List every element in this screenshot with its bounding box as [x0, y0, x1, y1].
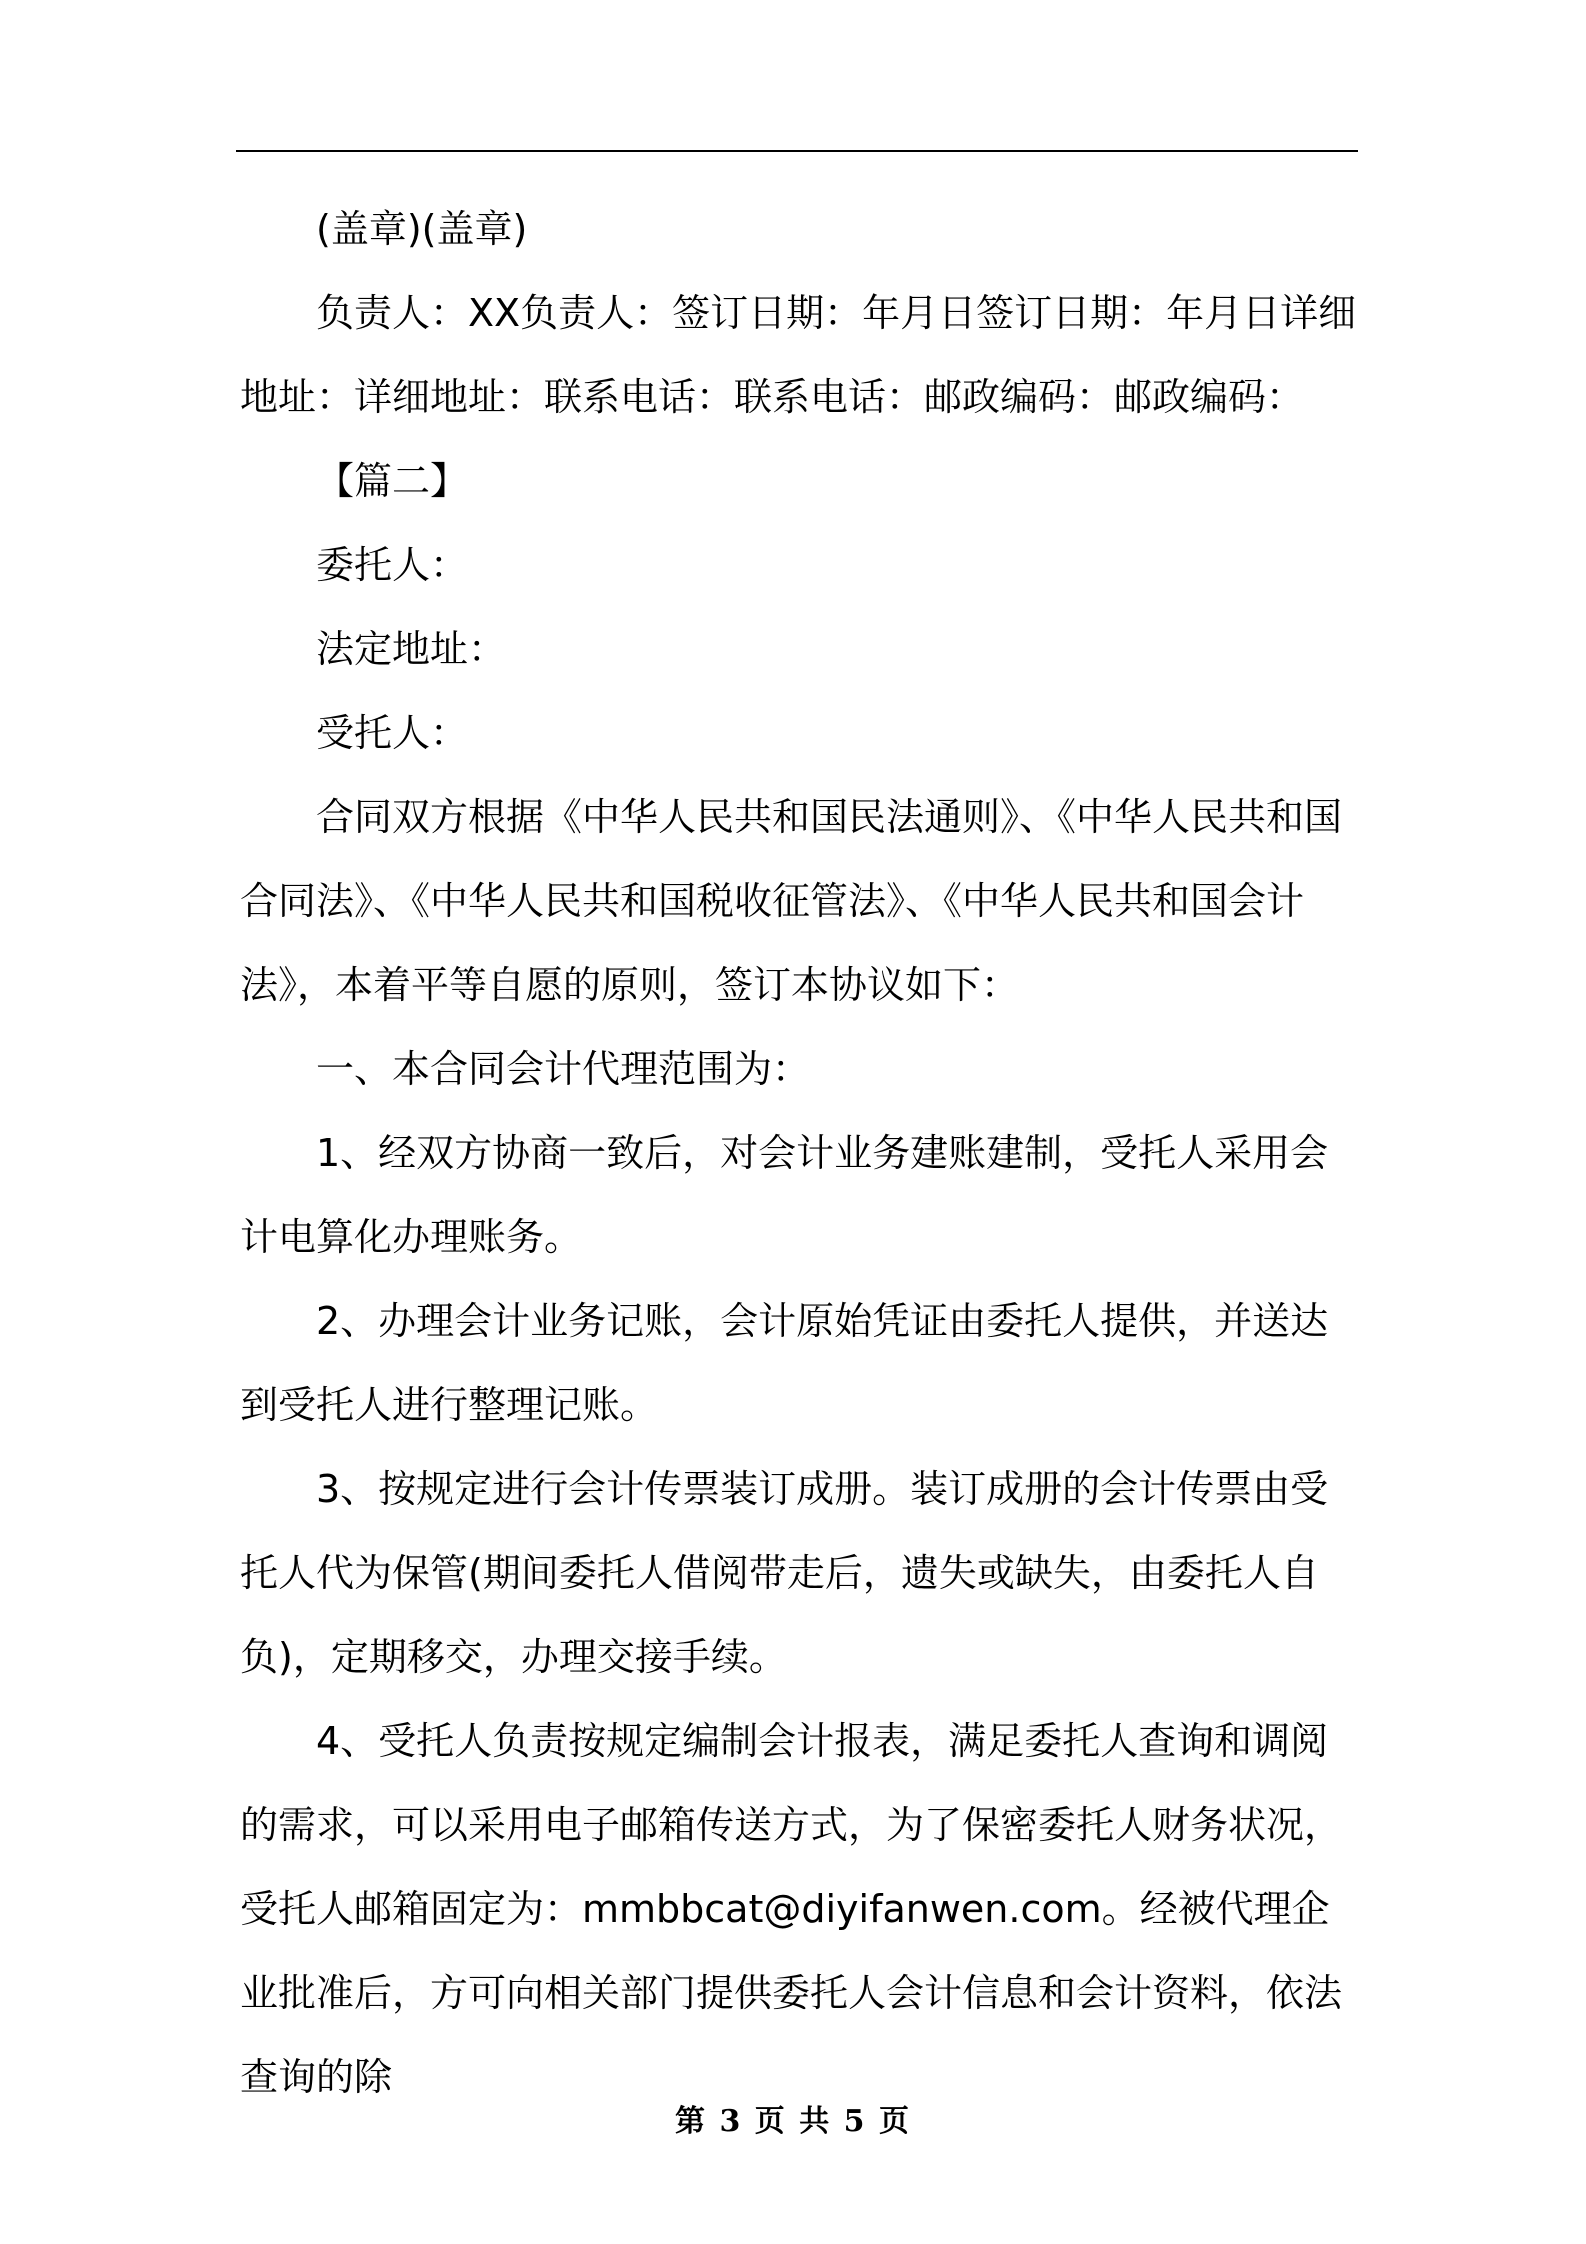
scope-heading: 一、本合同会计代理范围为：	[316, 1047, 811, 1091]
page-number: 第 3 页 共 5 页	[675, 2104, 911, 2139]
trustee-field: 受托人：	[316, 711, 469, 755]
seal-line: (盖章)(盖章)	[316, 207, 528, 251]
header-rule	[236, 150, 1358, 152]
document-body	[240, 187, 1358, 2119]
section-heading: 【篇二】	[316, 459, 469, 503]
legal-address-field: 法定地址：	[316, 627, 507, 671]
signatory-details: 负责人：XX负责人：签订日期：年月日签订日期：年月日详细地址：详细地址：联系电话：联系电话：邮政编码：邮政编码：	[240, 291, 1357, 419]
clause-2: 2、办理会计业务记账，会计原始凭证由委托人提供，并送达到受托人进行整理记账。	[240, 1299, 1329, 1427]
clause-4: 4、受托人负责按规定编制会计报表，满足委托人查询和调阅的需求，可以采用电子邮箱传送方式，为了保密委托人财务状况，受托人邮箱固定为：mmbbcat@diyifanwen.com。经被代理企业批准后，方可向相关部门提供委托人会计信息和会计资料，依法查询的除	[240, 1719, 1343, 2099]
clause-3: 3、按规定进行会计传票装订成册。装订成册的会计传票由受托人代为保管(期间委托人借阅带走后，遗失或缺失，由委托人自负)，定期移交，办理交接手续。	[240, 1467, 1329, 1679]
principal-field: 委托人：	[316, 543, 469, 587]
clause-1: 1、经双方协商一致后，对会计业务建账建制，受托人采用会计电算化办理账务。	[240, 1131, 1329, 1259]
preamble-paragraph: 合同双方根据《中华人民共和国民法通则》、《中华人民共和国合同法》、《中华人民共和国税收征管法》、《中华人民共和国会计法》，本着平等自愿的原则，签订本协议如下：	[240, 795, 1343, 1007]
